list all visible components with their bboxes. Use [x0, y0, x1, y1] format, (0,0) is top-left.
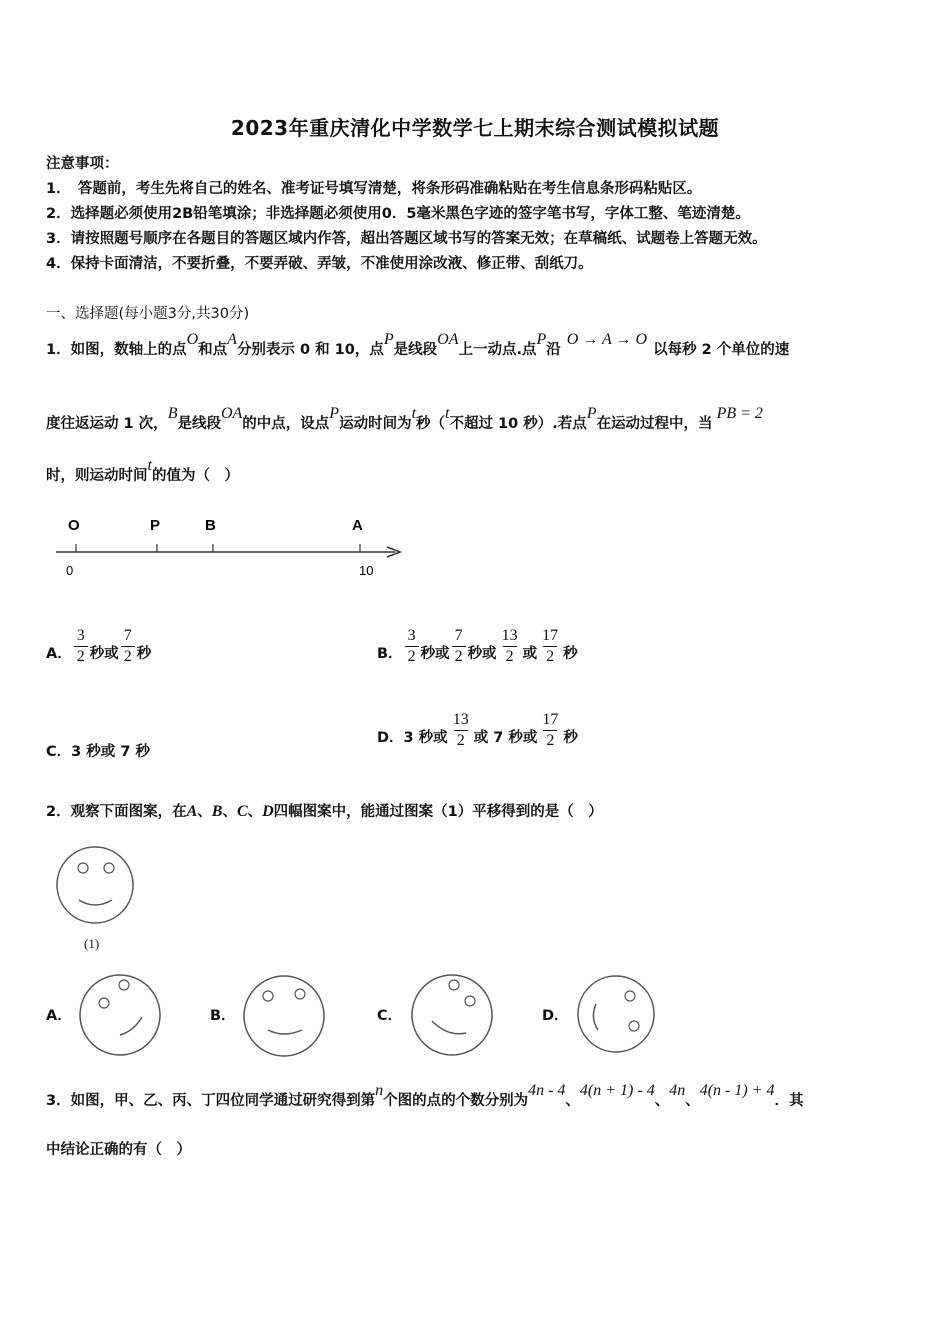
smiley-option-c: [408, 971, 498, 1059]
notice-item: 1． 答题前，考生先将自己的姓名、准考证号填写清楚，将条形码准确粘贴在考生信息条形码粘贴区。: [46, 181, 702, 197]
smiley-option-a: [76, 971, 166, 1059]
tick-label-10: 10: [359, 563, 374, 578]
number-line-figure: [50, 512, 410, 584]
point-label-p: P: [150, 517, 161, 534]
option-1b: B． $\frac{3}{2}$ 秒或 $\frac{7}{2}$ 秒或 $\frac{13}{2}$ 或 $\frac{17}{2}$ 秒: [377, 627, 578, 665]
point-label-b: B: [205, 517, 216, 534]
figure-caption: (1): [84, 936, 100, 951]
smiley-figure-1: [52, 842, 142, 932]
tick-label-0: 0: [66, 563, 74, 578]
option-1d: D． 3 秒或 $\frac{13}{2}$ 或 7 秒或 $\frac{17}{2}$ 秒: [377, 711, 578, 749]
question-1-line-2: 度往返运动 1 次，B是线段OA的中点，设点P运动时间为t秒（t不超过 10 秒）.若点P在运动过程中，当PB = 2: [46, 405, 763, 432]
page-title: 2023年重庆清化中学数学七上期末综合测试模拟试题: [230, 116, 720, 140]
question-3-line-1: 3．如图，甲、乙、丙、丁四位同学通过研究得到第n个图的点的个数分别为4n - 4、4(n + 1) - 4、4n、4(n - 1) + 4．其: [46, 1082, 804, 1109]
question-3-line-2: 中结论正确的有（ ）: [46, 1142, 191, 1158]
smiley-option-d: [574, 972, 664, 1060]
notice-heading: 注意事项：: [46, 156, 119, 172]
option-2a-label: A．: [46, 1008, 72, 1024]
point-label-o: O: [68, 517, 80, 534]
option-2b-label: B．: [210, 1008, 236, 1024]
notice-item: 2．选择题必须使用2B铅笔填涂；非选择题必须使用0．5毫米黑色字迹的签字笔书写，字体工整、笔迹清楚。: [46, 206, 750, 222]
point-label-a: A: [352, 517, 363, 534]
notice-item: 3．请按照题号顺序在各题目的答题区域内作答，超出答题区域书写的答案无效；在草稿纸、试题卷上答题无效。: [46, 231, 767, 247]
option-2c-label: C．: [377, 1008, 403, 1024]
notice-item: 4．保持卡面清洁，不要折叠，不要弄破、弄皱，不准使用涂改液、修正带、刮纸刀。: [46, 256, 593, 272]
option-1c: C．3 秒或 7 秒: [46, 744, 150, 760]
option-1a: A． $\frac{3}{2}$ 秒或 $\frac{7}{2}$ 秒: [46, 627, 152, 665]
question-1-line-3: 时，则运动时间t的值为（ ）: [46, 457, 239, 484]
section-heading: 一、选择题(每小题3分,共30分): [46, 306, 250, 322]
option-2d-label: D．: [542, 1008, 569, 1024]
question-2-stem: 2．观察下面图案，在A、B、C、D四幅图案中，能通过图案（1）平移得到的是（ ）: [46, 803, 603, 820]
question-1-line-1: 1．如图，数轴上的点O和点A分别表示 0 和 10，点P是线段OA上一动点.点P沿O → A → O以每秒 2 个单位的速: [46, 331, 790, 358]
smiley-option-b: [240, 972, 330, 1060]
